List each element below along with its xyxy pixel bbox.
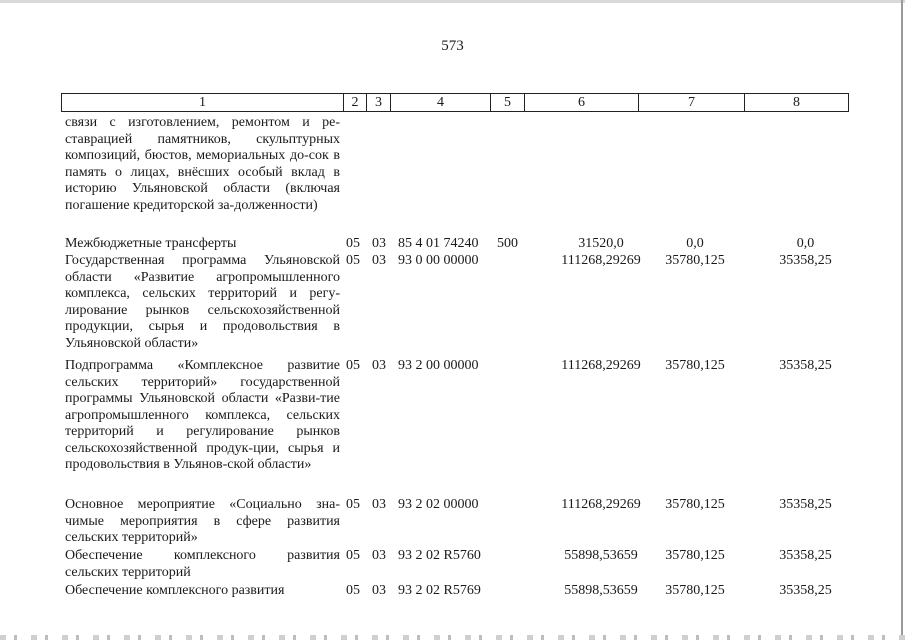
header-col-8: 8 (793, 95, 800, 110)
section-code: 05 (346, 253, 360, 268)
amount-col-8: 35358,25 (779, 548, 832, 563)
amount-col-6: 55898,53659 (564, 548, 638, 563)
amount-col-6: 55898,53659 (564, 583, 638, 598)
row-description: Подпрограмма «Комплексное развитие сельских территорий» государственной программы Ульяновской области «Разви-тие агропромышленного комплекса, сельских территорий и регулирование рынков сельскохозяйственной продук-ции, сырья и продовольствия в Ульянов-ской области» (65, 358, 340, 472)
amount-col-6: 31520,0 (578, 236, 624, 251)
page-number: 573 (441, 38, 464, 54)
amount-col-7: 35780,125 (665, 583, 725, 598)
amount-col-8: 35358,25 (779, 253, 832, 268)
target-article-code: 93 2 00 00000 (398, 358, 479, 373)
amount-col-8: 35358,25 (779, 358, 832, 373)
header-col-5: 5 (491, 94, 525, 111)
subsection-code: 03 (372, 583, 386, 598)
amount-col-6: 111268,29269 (561, 497, 641, 512)
row-description: Обеспечение комплексного развития (65, 583, 285, 598)
scan-right-edge (901, 0, 903, 640)
amount-col-8: 35358,25 (779, 583, 832, 598)
amount-col-6: 111268,29269 (561, 253, 641, 268)
header-col-7: 7 (639, 94, 745, 111)
scan-bottom-edge (0, 635, 905, 640)
row-description: Обеспечение комплексного развития сельских территорий (65, 548, 340, 580)
amount-col-8: 0,0 (796, 236, 815, 251)
row-description: Основное мероприятие «Социально зна-чимые мероприятия в сфере развития сельских территорий» (65, 497, 340, 545)
amount-col-7: 35780,125 (665, 497, 725, 512)
amount-col-8: 35358,25 (779, 497, 832, 512)
target-article-code: 93 2 02 R5769 (398, 583, 481, 598)
expense-type-code: 500 (497, 236, 518, 251)
section-code: 05 (346, 236, 360, 251)
row-description: Межбюджетные трансферты (65, 236, 237, 251)
scan-top-edge (0, 0, 905, 3)
subsection-code: 03 (372, 497, 386, 512)
amount-col-7: 35780,125 (665, 253, 725, 268)
target-article-code: 93 0 00 00000 (398, 253, 479, 268)
target-article-code: 93 2 02 R5760 (398, 548, 481, 563)
amount-col-7: 35780,125 (665, 548, 725, 563)
header-col-3: 3 (367, 94, 391, 111)
amount-col-6: 111268,29269 (561, 358, 641, 373)
section-code: 05 (346, 548, 360, 563)
header-col-2: 2 (344, 94, 367, 111)
amount-col-7: 35780,125 (665, 358, 725, 373)
table-header (61, 93, 849, 112)
target-article-code: 85 4 01 74240 (398, 236, 479, 251)
subsection-code: 03 (372, 236, 386, 251)
subsection-code: 03 (372, 253, 386, 268)
header-col-4: 4 (391, 94, 491, 111)
section-code: 05 (346, 358, 360, 373)
target-article-code: 93 2 02 00000 (398, 497, 479, 512)
header-col-6: 6 (525, 94, 639, 111)
section-code: 05 (346, 497, 360, 512)
row-description: связи с изготовлением, ремонтом и ре-ставрацией памятников, скульптурных композиций, бюстов, мемориальных до-сок в память о лицах, внёсших особый вклад в историю Ульяновской области (включая погашение кредиторской за-долженности) (65, 115, 340, 213)
amount-col-7: 0,0 (686, 236, 704, 251)
subsection-code: 03 (372, 548, 386, 563)
section-code: 05 (346, 583, 360, 598)
header-col-1: 1 (62, 94, 344, 111)
row-description: Государственная программа Ульяновской области «Развитие агропромышленного комплекса, сельских территорий и регу-лирование рынков сельскохозяйственной продукции, сырья и продовольствия в Ульяновской области» (65, 253, 340, 351)
subsection-code: 03 (372, 358, 386, 373)
